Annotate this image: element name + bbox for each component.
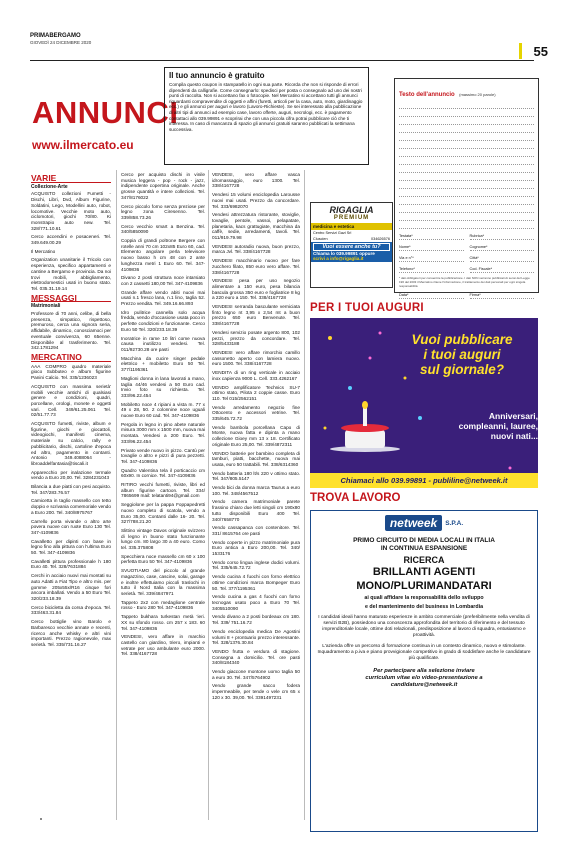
rigaglia-call: Chiama lo 039.99891 oppure [313,251,375,256]
classified-ad: VENDESI vero affare rimorchio camillo cassonetto aperto con lamiera nuovo. euro 1500. Tel. 338/4167728 [212,349,300,367]
publication-date: GIOVEDÌ 24 DICEMBRE 2020 [30,40,92,45]
form-field-data[interactable]: Data* [399,293,464,299]
subsection-heading: Collezione-Arte [31,183,68,190]
classified-ad: Vendo cucina a gas 4 fuochi con forno tecnogas usato poco a Euro 70 Tel. 3405510090 [212,594,300,611]
classified-ad: Vendo giaccone montone uomo taglia 50 a euro 30. Tel. 347/5764902 [212,669,300,680]
classified-ad: VENDESI serranda basculante verniciata finto legno nt 3,95 x 2,54 mt a buon prezzo 650 euro Benvenute. Tel. 338/4167728 [212,304,300,327]
classified-ad: ACQUISTO fumetti, riviste, album e figurine, giochi e giocattoli, videogiochi, manifesti cinema, materiale su calcio, rally e pubblicitario, dischi, cartoline d'epoca ed altro, pagamento in contanti. Antonio 349.4088064 - libroaddelfantasia@tiscali.it [31,421,111,466]
classified-ad: Bilancia a due piatti con pesi acquisto. Tel. 347/283.76.57 [31,484,111,495]
classified-ad: Tappeto 2x2 con medaglione centrale rosso - Euro 280 Tel. 347-4109836 [121,599,205,611]
classified-ad: Vendo arredamento negozio fine Ottocento e accessori vetrine. Tel. 335/645.72.72 [212,404,300,422]
job-line-7: e del mantenimento del business in Lombardia [364,603,484,610]
form-field-via[interactable]: Via e n°* [399,256,464,262]
auguri-occasions [418,411,538,441]
cake-icon [345,430,385,448]
form-title: Testo dell'annuncio [399,92,455,98]
classified-ad: Professore di 70 anni, celibe, di bella presenza, simpatico, rispettoso, premuroso, cerca una signora seria, affidabile, dinamico, conosciamoci per eventuale convivenza, 60 65enne. Disponibile al trasferimento. Tel. 342.1781294 [31,311,111,351]
classified-ad: Apparecchio per inalazione termale vendo a Euro 20,00. Tel. 3284231043 [31,469,111,481]
classified-ad: VENDO frutta e verdura di stagione. Consegna a domicilio. Tel. ore pasti 340/8184340 [212,648,300,666]
classified-ad: Vendo coperte in pizzo matrimoniale pura Euro antica a Euro 200,00. Tel. 340/ 1533176 [212,539,300,557]
classified-ad: Cerchi in acciaio nuovi mai montati su auto Adatti a Fiat Tipo e altro mis. per gomme 205x55x/R16 cinque fori ancora imballati. Vendo a 50 Euro Tel. 320/233.18.39 [31,573,111,601]
form-field-cognome[interactable]: Cognome* [470,245,535,251]
auguri-line-3: sul giornale? [419,362,504,377]
classified-ad: Vendo cassapanca con contenitore. Tel. 331/ 8615764 ore pasti [212,525,300,536]
classified-ad: Camicetta in taglio massello con tetto doppio e scrivania comemoriale vendo a Euro 200. Tel. 340/8975767 [31,498,111,515]
subsection-heading: Matrimoniali [31,303,61,310]
job-paragraph-1: I candidati ideali hanno maturato esperienze in ambito commerciale (preferibilmente nella vendita di servizi B2B), possiedono una conoscenza approfondita del territorio di riferimento e del tessuto imprenditoriale locale, ottime doti relazionali, predisposizione al lavoro di squadra, entusiasmo e proattività. [318,615,530,638]
classified-ad: Grande affare vendo abiti nuovi mai usati n.1 fresco lana, n.1 lino, taglia 52. Prezzo vendita. Tel. 349.16.66.893 [121,289,205,307]
classified-ad: Coppia di grandi poltrone Bergere con rotelle anni 70 cm 102x85 Euro 60, cad. Elemento angolare perla televisore nuovo basso h cm 48 con 2 ante lunghezza metri 1 Euro 60. Tel. 347-4109836 [121,238,205,272]
rigaglia-row2-left: Cluscien [313,237,328,241]
coupon-form[interactable] [394,78,539,297]
candle-icon [363,408,367,426]
classified-ad: Vendo grande sacco fodera impermeabile, per tende o vele cm 65 x 120 x 30. 39,00. Tel. 3391497231 [212,683,300,700]
section-heading: VARIE [31,176,111,183]
job-footer-2: curriculum vitae e/o video-presentazione a [365,675,483,681]
classified-ad: Cerco piccolo forno senza preziose per legno zona Ciresenno. Tel. 339/858.73.26 [121,203,205,220]
job-footer-1: Per partecipare alla selezione inviare [373,668,475,674]
classified-ad: Cavalletto per dipinti con base in legno fino alla pittura con l'ultima Euro 50. Tel. 347-4109836 [31,538,111,556]
classified-ad: Pergola in legno in pino abete naturale misura 3000 mm x 1500 mm, nuova mai montata. Vendesi a 200 Euro. Tel. 333/96.22.454 [121,421,205,444]
section-heading: MERCATINO [31,355,111,362]
classified-ad: VENDITA di un ring verticale in acciaio inox capienza 9000 L. Cell. 333.4262167 [212,370,300,381]
form-field-nome[interactable]: Nome* [399,245,464,251]
form-field-rubrica[interactable]: Rubrica* [470,234,535,240]
classified-ad: Vendo enciclopedia medica De Agostini volumi 8 + prontuario prezzo interessante. Tel. 328/1376.30.84 [212,628,300,646]
job-line-2: IN CONTINUA ESPANSIONE [380,545,468,552]
classified-ad: Idro pulitrice cannella solo acqua fredda, vendo d'occasione usata poco in perfette condizioni e funzionante. Cerco Euro 50 Tel. 320/233.18.39 [121,309,205,332]
classified-ad: Vendo divano a 2 posti bordeaux cm 180. Tel. 339/ 751.16.72 [212,614,300,626]
job-line-4: BRILLANTI AGENTI [372,566,476,578]
classified-ad: Vendo bici da donna marca Taurus a euro 100. Tel. 348/4567512 [212,485,300,496]
classified-ad: Inoratrice in rame 10 litri come nuova causa inutilizzo vendesi. Tel. 011/92730.28 ore pasti [121,335,205,352]
job-line-5: MONO/PLURIMANDATARI [356,580,492,592]
header-rule [30,60,534,61]
rigaglia-email[interactable]: scrivi a info@rigaglia.it [313,256,364,261]
classified-ad: Vendo bambola porcellana Capo di Monte, nuova fatta e dipinta a mano collezione Gioey mm 13 x 18. Certificato originale Euro 25,00. Tel. 339/4872311 [212,424,300,447]
classified-ad: VENDESI autoradio nuova, buon prezzo, marca Jvl. Tel. 338/4167728 [212,243,300,255]
coupon-text: Compila questo coupon in stampatello in ogni sua parte. Ricorda che non si risponde di errori dipendenti da calligrafie. Come consegnarlo: spedisci per posta o consegnalo ad uno dei nostri punti di raccolta. Non si accettano fax o fotocopie. Nel Mercatino si accettano tutti gli annunci riguardanti compravendite di oggetti e affini (furetti, articoli per la casa, auto, moto, giardinaggio ecc.) e gli annunci per auguri e lavoro (Lavoro-Richieste). Se sei interessato alla pubblicazione di altri tipi di annunci ad esempio case, lavoro offerte, auguri, necrologi, ecc. è pagamento contattaci allo 039.99891 e scoprirai che con una piccola cifra potrai pubblicare ciò che ti interessa. In caso di mancanza di spazio gli annunci gratuiti saranno pubblicati la settimana successiva. [169,82,363,132]
rigaglia-ad [310,202,393,288]
form-field-codfiscale[interactable]: Cod. Fiscale* [470,267,535,273]
classified-ad: Vendesi 15 volumi enciclopedia Larousse nuovi mai usati. Prezzo da concordare. Tel. 333/6982070 [212,192,300,209]
classified-ad: Cavalletti pittura professionale h 180 Euro 40. Tel. 328/7631884 [31,558,111,570]
rigaglia-row2-right: 034626576 [370,237,390,241]
classified-ad: Vendo cucina 4 fuochi con forno elettrico ottime condizioni marca Bompeger Euro 50. Tel. 377/1195361 [212,574,300,591]
auguri-line-1: Vuoi pubblicare [411,332,513,347]
classified-ad: VENDESI, vero affare in marchio castello con giardino, triero, impianti e vetrate per uso ambulante euro 2000. Tel. 338/4167728 [121,634,205,657]
netweek-logo: netweek [385,515,442,531]
classified-ad: VENDESI, vero affare vasca idromassaggio, euro 1300. Tel. 338/4167728 [212,172,300,189]
auguri-sub-2: compleanni, lauree, [458,421,538,431]
classifieds-column-3 [212,172,300,704]
coupon-info-box [164,67,369,165]
classified-ad: AAA COMPRO quadro materiale gioco Subbuteo e album figurine Panini Calcio. Tel. 335/1236023 [31,363,111,381]
classified-ad: Organization unanitarie il Tricolo con esperienza, specifico appartamenti e cantine a Bergamo e provincia. Da noi trovi mobili, abbigliamento, elettrodomestici usati in buono stato. Tel. 035.31.19.14 [31,257,111,291]
coupon-title: Il tuo annuncio è gratuito [169,71,265,80]
classified-ad: Vendo batteria 180 lt/s 220 v ottimo stato. Tel. 347/805.5147 [212,470,300,482]
classified-ad: Macchina da cucire singer pedale elettrico + mobiletto Euro 50 Tel. 377/1195361 [121,355,205,373]
classified-ad: Divano 2 posti struttura noce intarsiato con 2 cassetti 180,00 Tel. 347-4109836 [121,275,205,286]
classified-ad: VENDO amplificatore Technics SU-7 ottimo stato, Pilota 2 coppie casse. Euro 110. Tel 015/2562151 [212,384,300,401]
classified-ad: Seggiolone per la pappa Foppapedretti nuovo completo di scatola, vendo a Euro 35,00. Contanti dalle 16- 20. Tel. 327/788.21.20 [121,502,205,525]
form-field-telefono[interactable]: Telefono* [399,267,464,273]
form-field-firma[interactable]: Firma* [470,293,535,299]
classifieds-column-1 [31,172,111,651]
classified-ad: Cerco vecchio smart a Benzina. Tel. 340/5850090 [121,223,205,235]
classified-ad: Cerco bottiglie vino Barolo e Barbaresco vecchie annate e recenti, ricerco anche whisky e altri vini importanti. Prezzo ragionevole, max serietà. Tel. 335/731.16.27 [31,619,111,647]
classified-ad: Mobiletto noce 4 ripiani a vista m. 77 x 49 x 28, 50. 2 colonnine noce uguali nuove Euro 60 cad. Tel. 347-4109836 [121,401,205,419]
auguri-line-2: i tuoi auguri [423,347,501,362]
classified-ad: Slittino vintage Davos originale svizzero di legno in buono stato funzionante lungo cm. 80 largo 30 a 40 euro. Como tel. 335.375808 [121,527,205,551]
rigaglia-logo: RIGAGLIA [329,205,374,215]
classified-ad: Cerco bicicletta da corsa d'epoca. Tel. 333/463.31.84 [31,604,111,616]
page-bar [519,43,522,59]
classified-ad: Vendesi servizio posate argento 800, 102 pezzi, prezzo da concordare. Tel. 328/5433188 [212,329,300,347]
flame-icon [362,401,368,409]
job-line-6: ai quali affidare la responsabilità dello sviluppo [364,595,484,601]
auguri-heading: PER I TUOI AUGURI [310,302,424,314]
form-note: * dati obbligatori per consentire la pubblicazione. I dati NON verranno pubblicati Ai sensi del Legge 196 del 2003 il Mercatino ritiene l'informazione, il trattamento dei dati personali per ogni singola responsabilità [399,276,530,288]
form-field-citta[interactable]: Città* [470,256,535,262]
classified-ad: Cerco per acquisto dischi in vinile musica leggera - pop - rock - jazz, indipendente copertina originale. Anche grosse quantità e intere collezioni. Tel. 347/8176022 [121,172,205,200]
lavoro-heading: TROVA LAVORO [310,492,401,504]
form-subtitle: (massimo 20 parole) [459,92,496,97]
auguri-contact[interactable]: Chiamaci allo 039.99891 - publiline@netweek.it [310,473,538,488]
page-number: 55 [533,44,548,59]
classified-ad: Privato vende nuovo in pizzo. Cantù per tovaglie o altro e pizzi di pura pezzetti. Tel. 347-4109836 [121,447,205,464]
classified-ad: VENDESI pesa per uso negozio alimentare a 150 euro, pesa bilancia bascula grossa 350 euro e fogliatrice 8 kg a 220 euro a 150. Tel. 338/4167728 [212,278,300,301]
form-field-testata[interactable]: Testata* [399,234,464,240]
classified-ad: Vendo corso lingua inglese dodici volumi. Tel. 335/645.72.72 [212,559,300,571]
netweek-suffix: S.P.A. [445,519,464,527]
classifieds-column-2 [121,172,205,660]
job-email[interactable]: candidature@netweek.it [390,682,458,688]
classified-ad: SVUOTIAMO del piccolo al grande magazzino, case, cascine, solai, garage e inoltre effettuiamo piccoli traslochi in tutto il Nord Italia con la massima serietà. Tel. 339/4847971 [121,568,205,596]
auguri-sub-3: nuovi nati... [490,431,538,441]
website-link[interactable]: www.ilmercato.eu [32,138,134,152]
classified-ad: ACQUISTO con massima serietà' mobili vecchie antichi di qualsiasi genere e condizioni, quadri, porcellane, orologi, monete e oggetti vari. Cell. 349/61.25.061 Tel. 02/51.77.73 [31,383,111,418]
classified-ad: VENDO batterie per bambino completa di tamburi, piatti, bacchette, nuova mai usata, euro 50 trattabili. Tel. 338/6314360 [212,450,300,467]
classified-ad: VENDESI macchinario nuovo per fare zucchero filato, 850 euro vero affare. Tel. 338/4167728 [212,258,300,275]
job-paragraph-2: L'azienda offre un percorso di formazione continua in un contesto dinamico, nuovo e stimolante. Inquadramento a p.iva e piano provvigionale competitivo in grado di soddisfare anche le candidature più qualificate. [317,644,531,661]
job-line-3: RICERCA [403,555,445,565]
rigaglia-premium: PREMIUM [333,215,370,221]
classified-ad: Tappeto bukhara turkestan metà 'ieri. XX su sfondo rosso. cm 257 x 183. 60 Tel. 347-4109836 [121,614,205,631]
section-heading: MESSAGGI [31,296,111,303]
classified-ad: ACQUISTO collezioni Fumetti - Dischi, Libri, Dvd, Album Figurine, Soldatini, Lego, Modellini auto, robot, locomotive. Vecchie moto auto, ciclomotori, giochi 70/80. Ki monstrapio auto new. Tel. 328/771.10.61 [31,191,111,231]
auguri-headline [392,332,532,377]
classified-ad: Vendesi attrezzatura ristorante, stoviglie, tovaglie, pentole, vassoi, pelapatate, planetaria, kacs grattugiate, macchina da caffè, sedie, arredamenti, tavoli. Tel. 011/919.79.98 [212,212,300,241]
rigaglia-row1: Centro Servizi Gazi Srl [313,231,352,235]
classified-ad: Il Mercatino [31,248,56,254]
rigaglia-question: Vuoi essere anche tu? [313,243,390,251]
section-title: ANNUNCI [32,95,179,130]
publication-name: PRIMABERGAMO [30,33,81,39]
auguri-sub-1: Anniversari, [488,411,538,421]
rigaglia-tagline: medicina e estetica [311,223,392,230]
classified-ad: Carrello porta vivande o altro arte povera nuove con ruote Euro 130 Tel. 347-4109836 [31,518,111,535]
classified-ad: Specchiera noce massello cm 60 x 100 perfetta Euro 50 Tel. 347-4109836 [121,553,205,565]
classified-ad: Maglioni donna in lana lavorati a mano, taglia 44/46 vendesi a 50 Euro cad. Invio foto su richiesta. Tel. 333/96.22.454 [121,375,205,398]
classified-ad: Cerco accendini e posaceneri. Tel. 349.649.00.29 [31,234,111,246]
job-ad [310,510,538,832]
classified-ad: RITIRO vecchi fumetti, riviste, libri ed album figurine cartoon. Tel. 334/ 7865699 mail: telatanti94@gmail.com [121,482,205,499]
job-line-1: PRIMO CIRCUITO DI MEDIA LOCALI IN ITALIA [353,537,495,544]
classified-ad: Quadro Valentina tela il porticaccio cm 60x90. In cornice. Tel. 347-4109836 [121,467,205,479]
classified-ad: Vendo camera matrimoniale parete frassino chiaro due letti singoli cm 190x80 tutto disponibili Euro 400 Tel. 340/7658770 [212,499,300,522]
